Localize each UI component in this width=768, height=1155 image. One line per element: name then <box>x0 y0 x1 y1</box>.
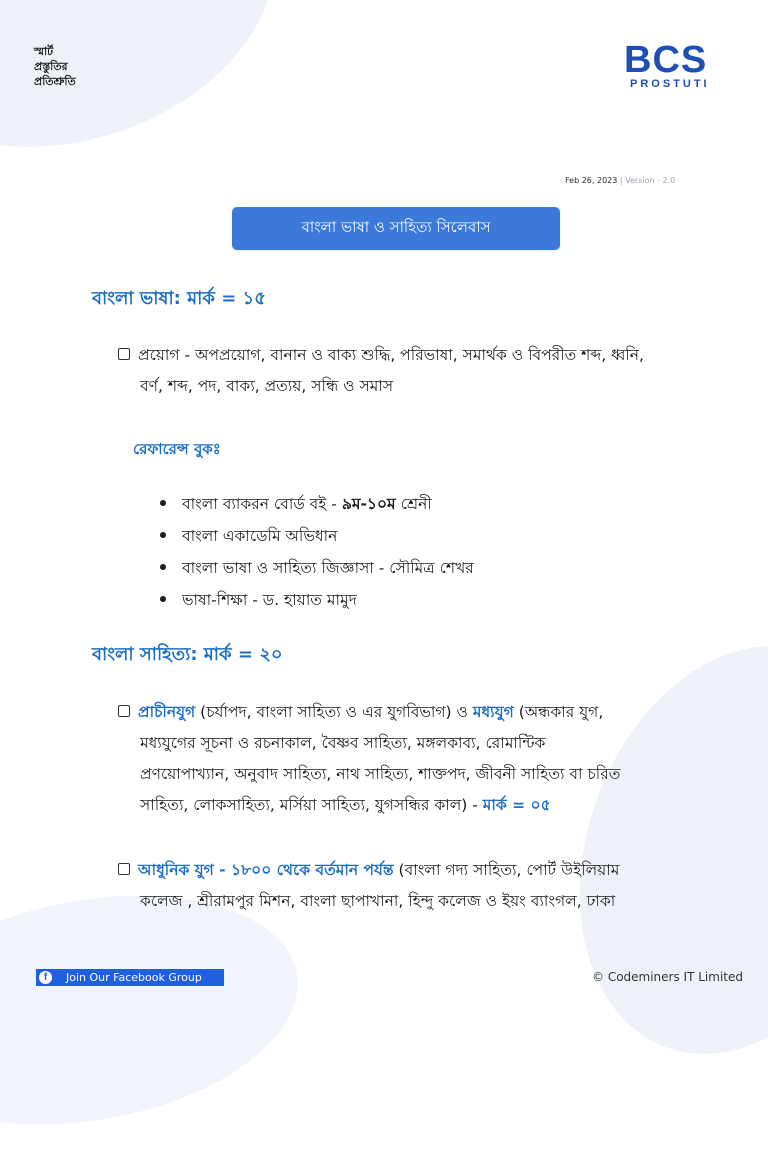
bullet-icon <box>160 532 166 538</box>
tagline <box>34 44 76 89</box>
era-medieval-label: মধ্যযুগ <box>472 703 514 721</box>
syllabus-item-language <box>118 340 678 402</box>
syllabus-item-modern <box>118 855 678 917</box>
section-heading-language: বাংলা ভাষা: মার্ক = ১৫ <box>92 288 266 309</box>
version-label: Version - <box>625 176 660 185</box>
reference-text: বাংলা ভাষা ও সাহিত্য জিজ্ঞাসা - সৌমিত্র শেখর <box>182 559 474 577</box>
bullet-icon <box>160 596 166 602</box>
logo-text: BCS <box>624 39 708 81</box>
bcs-prostuti-logo <box>624 40 734 90</box>
item-text: প্রয়োগ - অপপ্রয়োগ, বানান ও বাক্য শুদ্ধি, পরিভাষা, সমার্থক ও বিপরীত শব্দ, ধ্বনি, <box>138 346 644 364</box>
item-text: (বাংলা গদ্য সাহিত্য, পোর্ট উইলিয়াম <box>393 861 620 879</box>
facebook-group-link[interactable] <box>36 969 224 986</box>
checkbox-icon <box>118 863 130 875</box>
item-text: বর্ণ, শব্দ, পদ, বাক্য, প্রত্যয়, সন্ধি ও সমাস <box>140 377 394 395</box>
reference-grade: ৯ম-১০ম <box>341 495 396 513</box>
reference-text: ভাষা-শিক্ষা - ড. হায়াত মামুদ <box>182 591 357 609</box>
item-text: মধ্যযুগের সূচনা ও রচনাকাল, বৈষ্ণব সাহিত্য, মঙ্গলকাব্য, রোমান্টিক <box>140 734 546 752</box>
item-text: (অন্ধকার যুগ, <box>513 703 604 721</box>
document-date: Feb 26, 2023 <box>565 176 618 185</box>
tagline-line: প্রতিশ্রুতি <box>34 75 76 88</box>
checkbox-icon <box>118 348 130 360</box>
item-text: প্রণয়োপাখ্যান, অনুবাদ সাহিত্য, নাথ সাহিত্য, শাক্তপদ, জীবনী সাহিত্য বা চরিত <box>140 765 621 783</box>
background-shape-top-left <box>0 0 316 198</box>
copyright-text: © Codeminers IT Limited <box>592 970 743 984</box>
bullet-icon <box>160 500 166 506</box>
reference-list <box>160 488 474 616</box>
checkbox-icon <box>118 705 130 717</box>
facebook-icon: f <box>39 971 52 984</box>
mark-label: মার্ক = ০৫ <box>482 796 551 814</box>
item-text: কলেজ , শ্রীরামপুর মিশন, বাংলা ছাপাখানা, হিন্দু কলেজ ও ইয়ং ব্যাংগল, ঢাকা <box>140 892 616 910</box>
version-number: 2.0 <box>662 176 676 185</box>
list-item <box>160 488 474 520</box>
era-ancient-label: প্রাচীনযুগ <box>138 703 196 721</box>
tagline-line: স্মার্ট <box>34 45 54 58</box>
reference-text: শ্রেনী <box>395 495 432 513</box>
background-shape-right <box>525 601 768 1098</box>
section-heading-literature: বাংলা সাহিত্য: মার্ক = ২০ <box>92 644 283 665</box>
document-meta <box>565 176 675 185</box>
reference-books-heading: রেফারেন্স বুকঃ <box>133 440 221 458</box>
syllabus-item-ancient-medieval <box>118 697 678 821</box>
page-title: বাংলা ভাষা ও সাহিত্য সিলেবাস <box>232 207 560 250</box>
facebook-group-label: Join Our Facebook Group <box>66 971 202 984</box>
list-item <box>160 520 474 552</box>
item-text: সাহিত্য, লোকসাহিত্য, মর্সিয়া সাহিত্য, যুগসন্ধির কাল) - <box>140 796 483 814</box>
reference-text: বাংলা একাডেমি অভিধান <box>182 527 338 545</box>
tagline-line: প্রস্তুতির <box>34 60 68 73</box>
reference-text: বাংলা ব্যাকরন বোর্ড বই - <box>182 495 342 513</box>
era-modern-label: আধুনিক যুগ - ১৮০০ থেকে বর্তমান পর্যন্ত <box>138 861 394 879</box>
item-text: (চর্যাপদ, বাংলা সাহিত্য ও এর যুগবিভাগ) ও <box>195 703 473 721</box>
meta-separator: | <box>619 176 623 185</box>
list-item <box>160 584 474 616</box>
list-item <box>160 552 474 584</box>
logo-subtext: PROSTUTI <box>630 78 710 90</box>
bullet-icon <box>160 564 166 570</box>
